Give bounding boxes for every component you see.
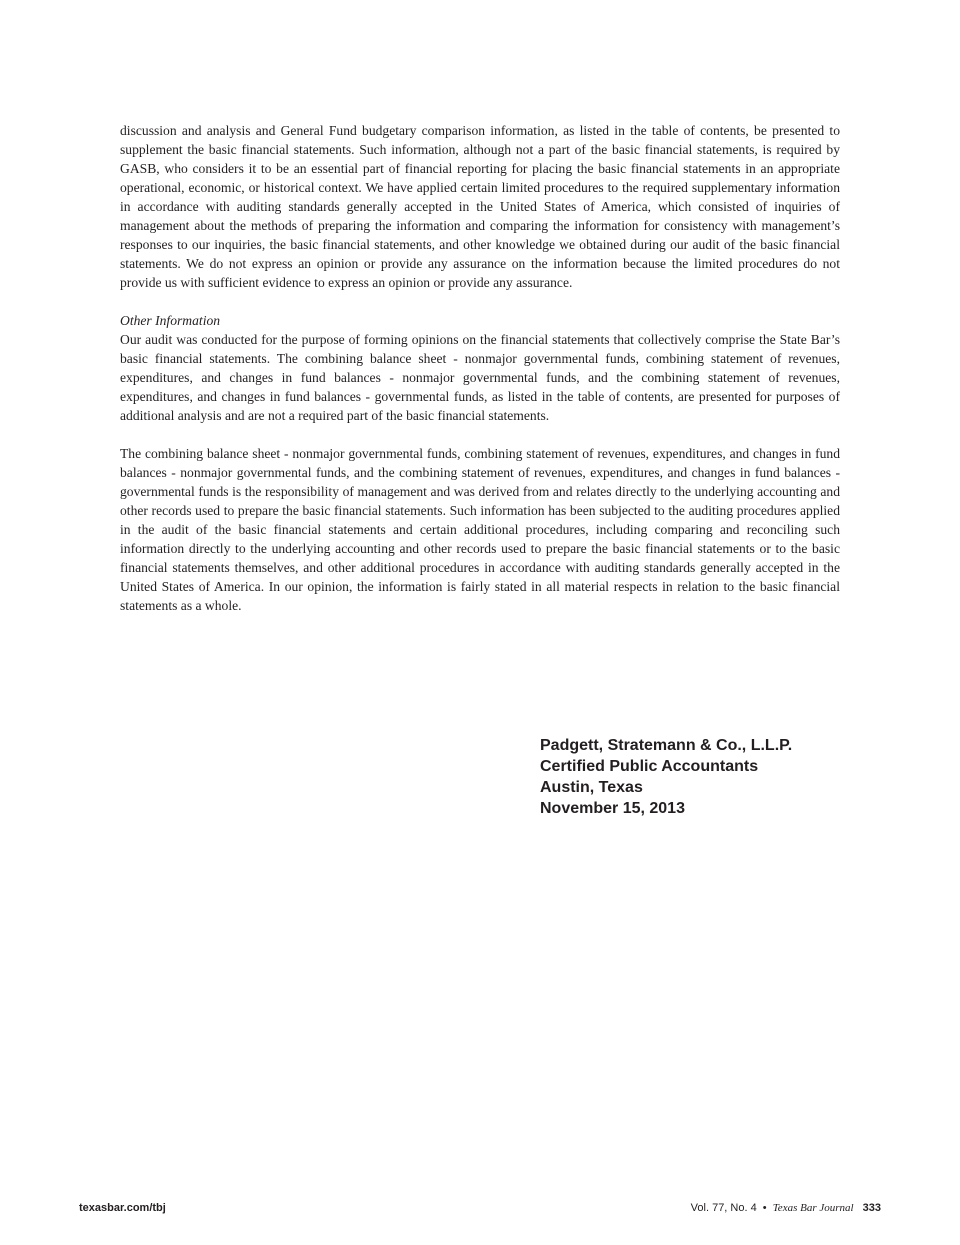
page-footer bbox=[79, 1202, 881, 1218]
footer-bullet: • bbox=[762, 1202, 767, 1214]
paragraph-supplementary-info: discussion and analysis and General Fund budgetary comparison information, as listed in the table of contents, be presented to supplement the basic financial statements. Such information, although not a part of the basic financial statements, is required by GASB, who considers it to be an essential part of financial reporting for placing the basic financial statements in an appropriate operational, economic, or historical context. We have applied certain limited procedures to the required supplementary information in accordance with auditing standards generally accepted in the United States of America, which consisted of inquiries of management about the methods of preparing the information and comparing the information for consistency with management’s responses to our inquiries, the basic financial statements, and other knowledge we obtained during our audit of the basic financial statements. We do not express an opinion or provide any assurance on the information because the limited procedures do not provide us with sufficient evidence to express an opinion or provide any assurance. bbox=[120, 123, 840, 290]
footer-issue-info bbox=[691, 1202, 881, 1214]
paragraph-combining-statements: The combining balance sheet - nonmajor governmental funds, combining statement of revenues, expenditures, and changes in fund balances - nonmajor governmental funds, and the combining statement of revenues, expenditures, and changes in fund balances - governmental funds is the responsibility of management and was derived from and relates directly to the underlying accounting and other records used to prepare the basic financial statements. Such information has been subjected to the auditing procedures applied in the audit of the basic financial statements and certain additional procedures, including comparing and reconciling such information directly to the underlying accounting and other records used to prepare the basic financial statements or to the basic financial statements themselves, and other additional procedures in accordance with auditing standards generally accepted in the United States of America. In our opinion, the information is fairly stated in all material respects in relation to the basic financial statements as a whole. bbox=[120, 446, 840, 613]
signature-date: November 15, 2013 bbox=[540, 800, 685, 817]
paragraph-other-information: Our audit was conducted for the purpose of forming opinions on the financial statements that collectively comprise the State Bar’s basic financial statements. The combining balance sheet - nonmajor governmental funds, combining statement of revenues, expenditures, and changes in fund balances - nonmajor governmental funds, and the combining statement of revenues, expenditures, and changes in fund balances - governmental funds, as listed in the table of contents, are presented for purposes of additional analysis and are not a required part of the basic financial statements. bbox=[120, 332, 840, 423]
main-body-text bbox=[120, 121, 840, 615]
firm-location: Austin, Texas bbox=[540, 779, 643, 796]
firm-title: Certified Public Accountants bbox=[540, 758, 759, 775]
section-heading-other-information: Other Information bbox=[120, 313, 221, 328]
auditor-signature-block bbox=[540, 735, 792, 819]
footer-page-number: 333 bbox=[862, 1202, 881, 1214]
footer-journal-name: Texas Bar Journal bbox=[772, 1202, 854, 1214]
footer-website-link[interactable]: texasbar.com/tbj bbox=[79, 1202, 166, 1214]
firm-name: Padgett, Stratemann & Co., L.L.P. bbox=[540, 737, 793, 754]
footer-volume: Vol. 77, No. 4 bbox=[690, 1202, 757, 1214]
